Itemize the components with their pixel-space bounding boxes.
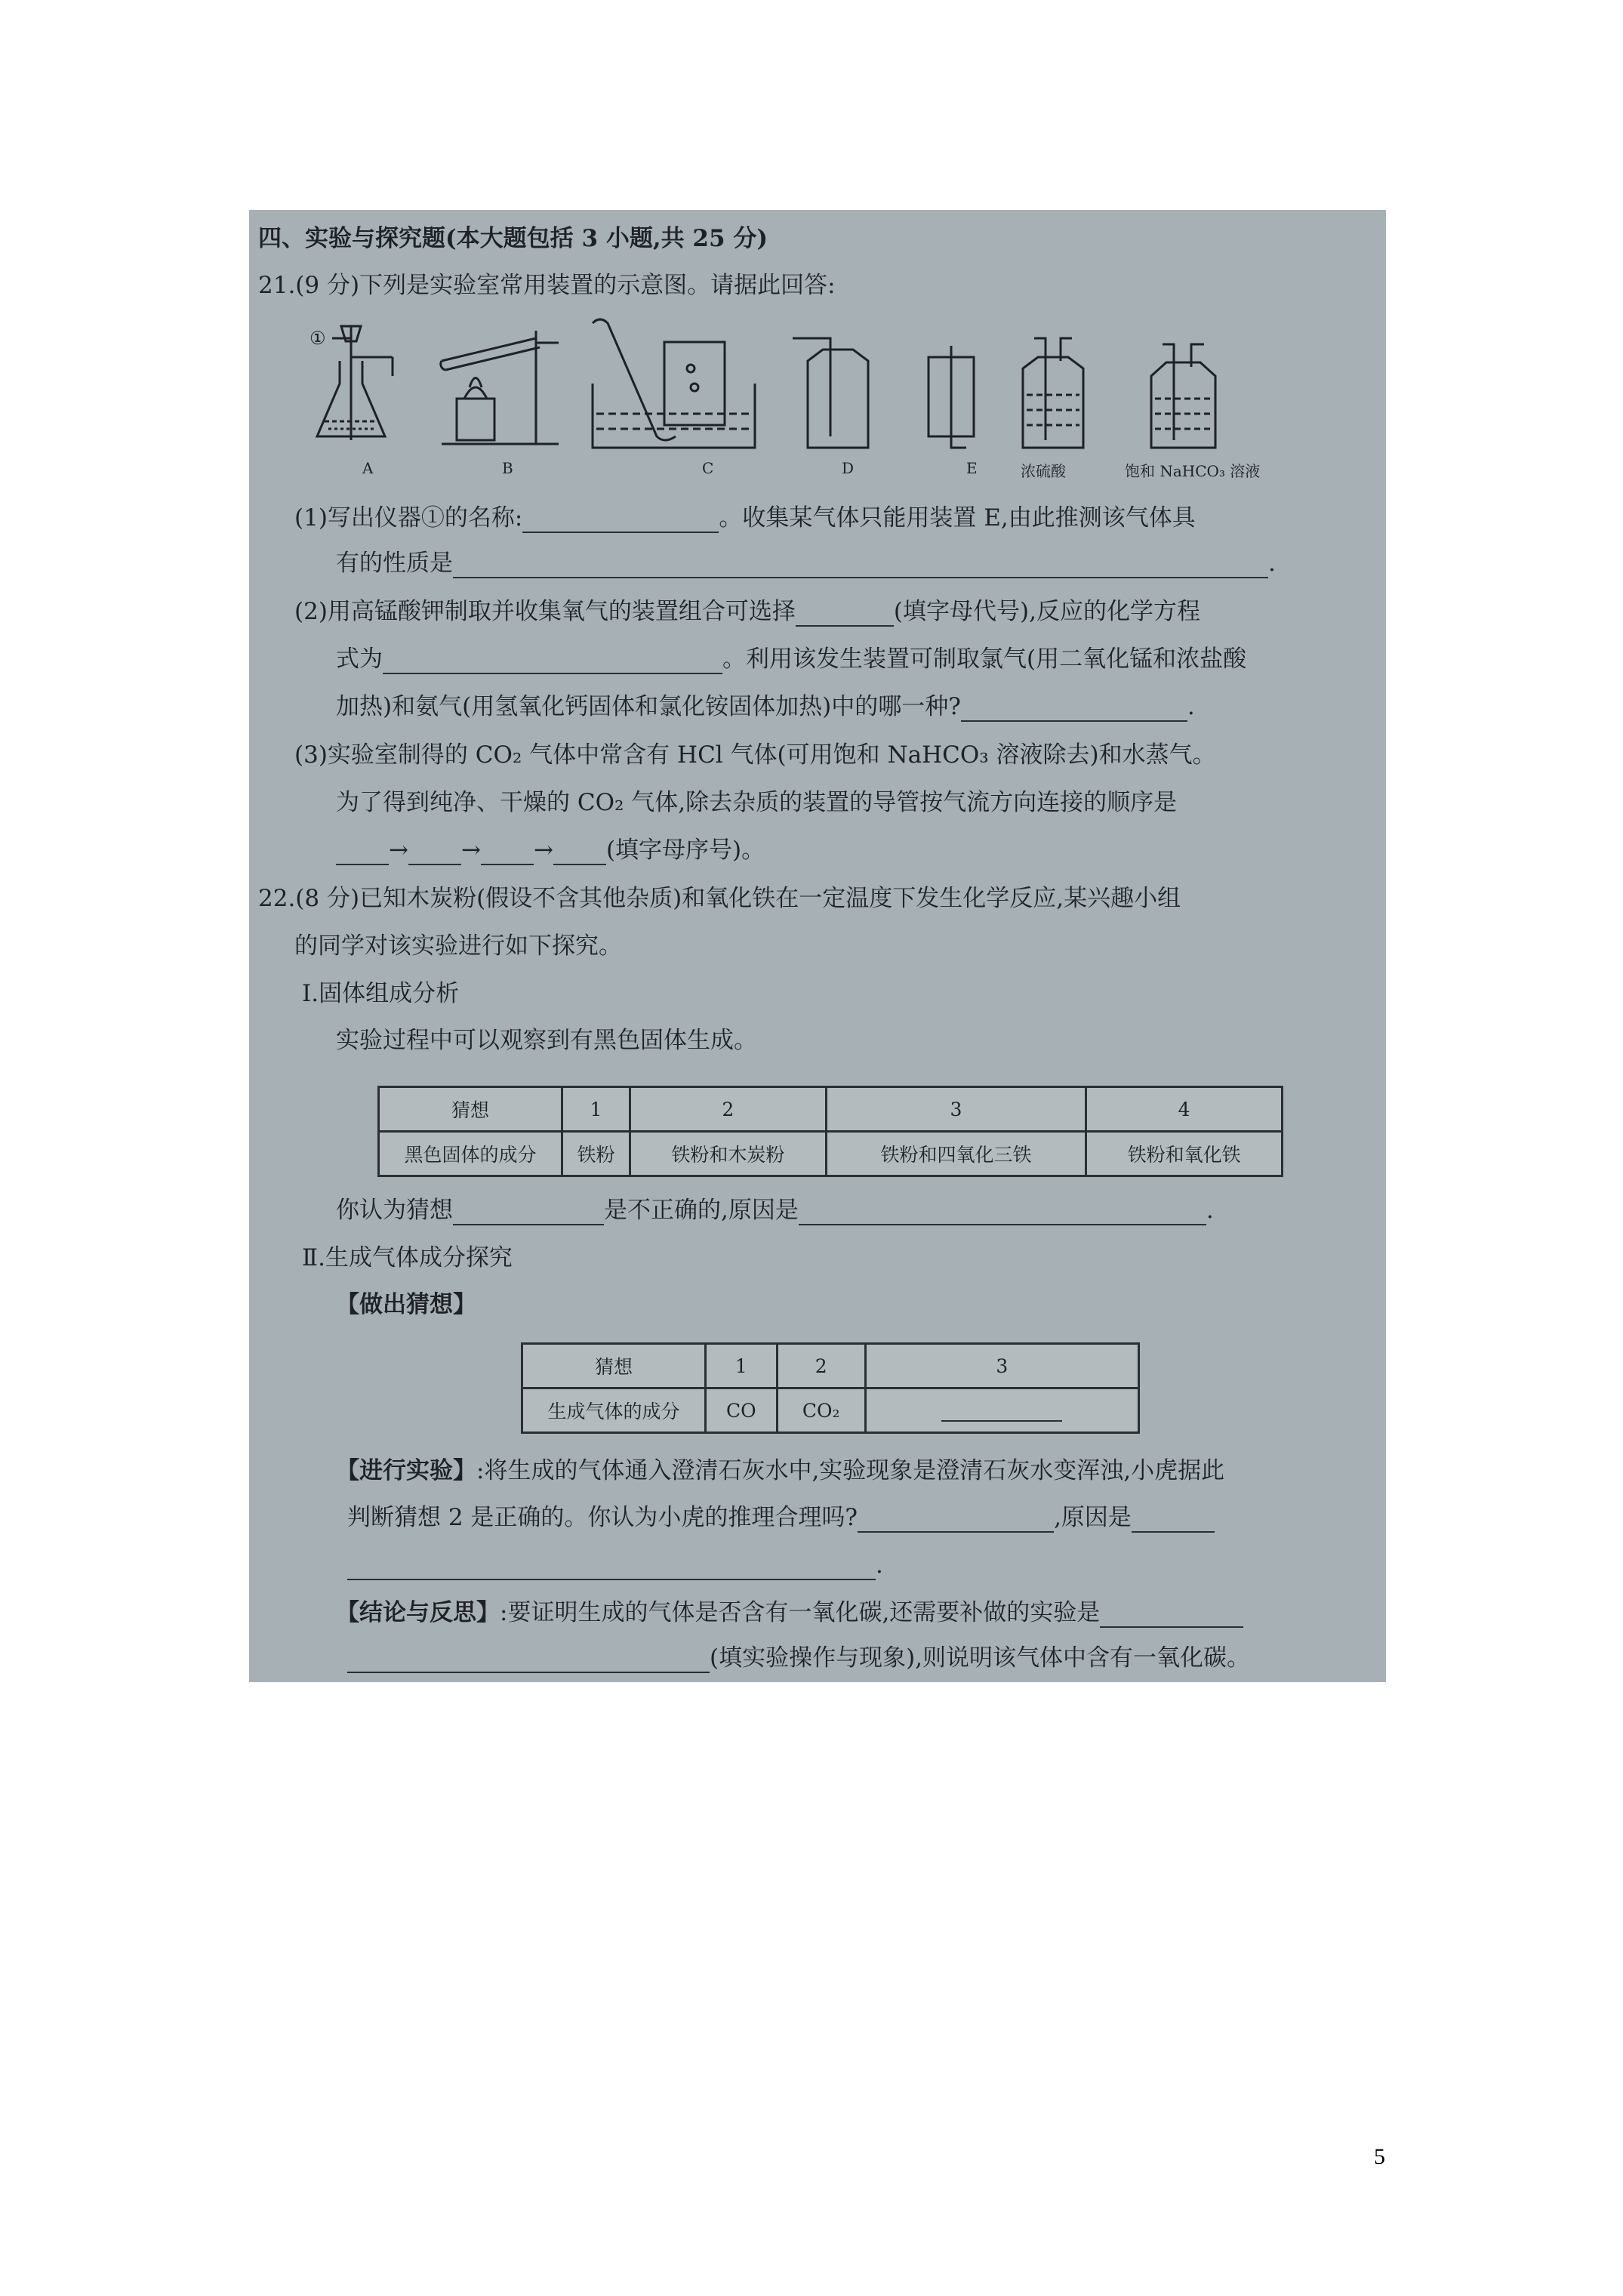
apparatus-wash-bottle-1 <box>1023 338 1083 448</box>
experiment-question-2: ,原因是 <box>1054 1504 1132 1531</box>
apparatus-a-flask <box>310 326 393 440</box>
experiment-question: 判断猜想 2 是正确的。你认为小虎的推理合理吗? <box>347 1504 858 1531</box>
q21-p3-blank-3[interactable] <box>481 841 534 865</box>
q21-p2-blank-2[interactable] <box>383 650 722 674</box>
scanned-exam-photo <box>249 210 1386 1682</box>
table-cell: 黑色固体的成分 <box>379 1132 562 1176</box>
conclusion-text: :要证明生成的气体是否含有一氧化碳,还需要补做的实验是 <box>500 1599 1101 1626</box>
q22-part1-text: 实验过程中可以观察到有黑色固体生成。 <box>336 1027 757 1054</box>
table-cell: CO <box>706 1388 778 1433</box>
apparatus-label-sulfuric-acid: 浓硫酸 <box>1021 462 1066 480</box>
q21-p1-text-a: (1)写出仪器①的名称: <box>294 504 523 532</box>
apparatus-label-a: A <box>362 459 374 477</box>
q22-exp-blank-1[interactable] <box>858 1509 1054 1533</box>
table-cell: 1 <box>562 1087 630 1132</box>
arrow-icon: → <box>460 837 481 864</box>
q22-experiment-line1 <box>336 1456 1224 1486</box>
q21-part2-line2 <box>336 644 1246 674</box>
q21-part2-line1 <box>294 596 1200 627</box>
conclusion-text-2: (填实验操作与现象),则说明该气体中含有一氧化碳。 <box>710 1644 1251 1672</box>
q21-p2-text-a: (2)用高锰酸钾制取并收集氧气的装置组合可选择 <box>294 598 796 625</box>
apparatus-label-nahco3: 饱和 NaHCO₃ 溶液 <box>1125 462 1261 480</box>
table-cell: 铁粉和木炭粉 <box>630 1132 826 1176</box>
table-cell: 铁粉 <box>562 1132 630 1176</box>
table-cell: 猜想 <box>522 1344 706 1388</box>
table-cell-blank[interactable] <box>865 1388 1138 1433</box>
table-cell: 铁粉和四氧化三铁 <box>826 1132 1086 1176</box>
q21-p2-text-d: 。利用该发生装置可制取氯气(用二氧化锰和浓盐酸 <box>722 646 1247 673</box>
q21-p2-text-b: (填字母代号),反应的化学方程 <box>893 598 1200 625</box>
gas-guess-3-blank[interactable] <box>941 1402 1062 1422</box>
q22-experiment-line2 <box>347 1502 1215 1533</box>
q21-part3-line1: (3)实验室制得的 CO₂ 气体中常含有 HCl 气体(可用饱和 NaHCO₃ 溶液除去)和水蒸气。 <box>294 741 1216 769</box>
arrow-icon: → <box>533 837 553 864</box>
apparatus-e-bottle <box>929 346 974 448</box>
q21-stem: 21.(9 分)下列是实验室常用装置的示意图。请据此回答: <box>258 272 836 299</box>
q22-stem-line2: 的同学对该实验进行如下探究。 <box>294 932 622 960</box>
q22-exp-blank-2[interactable] <box>1132 1509 1215 1533</box>
q22-part1-question <box>336 1195 1214 1225</box>
q21-p3-blank-1[interactable] <box>336 841 389 865</box>
table-cell: 2 <box>630 1087 826 1132</box>
table-cell: 铁粉和氧化铁 <box>1086 1132 1283 1176</box>
q21-p2-blank-1[interactable] <box>796 603 894 627</box>
table-cell: 生成气体的成分 <box>522 1388 706 1433</box>
table-cell: 4 <box>1086 1087 1283 1132</box>
circle-marker: ① <box>310 328 326 349</box>
q21-part3-line2: 为了得到纯净、干燥的 CO₂ 气体,除去杂质的装置的导管按气流方向连接的顺序是 <box>336 789 1178 816</box>
table-row <box>522 1388 1139 1433</box>
q21-part2-line3 <box>336 692 1195 722</box>
q22-guess-title: 【做出猜想】 <box>336 1291 476 1318</box>
q21-p2-text-e: 加热)和氨气(用氢氧化钙固体和氯化铵固体加热)中的哪一种? <box>336 693 961 720</box>
q21-p3-blank-4[interactable] <box>553 841 606 865</box>
q22-q-text-a: 你认为猜想 <box>336 1197 453 1224</box>
q22-q-blank-2[interactable] <box>799 1201 1206 1225</box>
q21-p3-text-c: (填字母序号)。 <box>605 837 765 864</box>
q21-p3-blank-2[interactable] <box>408 841 461 865</box>
apparatus-label-b: B <box>502 459 513 477</box>
table-row <box>522 1344 1139 1388</box>
q22-conclusion-line2 <box>347 1643 1250 1673</box>
gas-guess-table <box>521 1342 1140 1434</box>
table-row <box>379 1132 1283 1176</box>
q21-p1-end: . <box>1268 550 1276 577</box>
table-cell: 3 <box>826 1087 1086 1132</box>
apparatus-label-e: E <box>966 459 978 477</box>
q22-experiment-line3 <box>347 1550 883 1580</box>
apparatus-label-c: C <box>702 459 714 477</box>
solid-guess-table <box>377 1086 1283 1177</box>
q22-q-text-b: 是不正确的,原因是 <box>604 1197 799 1224</box>
experiment-end: . <box>876 1552 883 1579</box>
q21-p1-blank-1[interactable] <box>522 509 719 533</box>
conclusion-label: 【结论与反思】 <box>336 1599 500 1626</box>
apparatus-wash-bottle-2 <box>1151 344 1215 448</box>
table-cell: 2 <box>777 1344 865 1388</box>
q22-concl-blank-1[interactable] <box>1100 1604 1243 1628</box>
apparatus-b-heating-tube <box>441 331 559 444</box>
experiment-text: :将生成的气体通入澄清石灰水中,实验现象是澄清石灰水变浑浊,小虎据此 <box>476 1457 1225 1484</box>
section-heading: 四、实验与探究题(本大题包括 3 小题,共 25 分) <box>258 225 768 252</box>
q22-conclusion-line1 <box>336 1598 1243 1628</box>
q21-p2-text-c: 式为 <box>336 646 383 673</box>
q21-p1-blank-2[interactable] <box>453 554 1268 578</box>
arrow-icon: → <box>389 837 408 864</box>
apparatus-label-d: D <box>842 459 855 477</box>
q21-part1-line2 <box>336 548 1276 578</box>
q22-exp-blank-3[interactable] <box>347 1556 876 1580</box>
q22-q-blank-1[interactable] <box>453 1201 604 1225</box>
experiment-label: 【进行实验】 <box>336 1457 476 1484</box>
q22-concl-blank-2[interactable] <box>347 1649 710 1673</box>
table-cell: CO₂ <box>777 1388 865 1433</box>
q21-part1-line1 <box>294 503 1196 533</box>
q22-part1-title: Ⅰ.固体组成分析 <box>302 980 460 1007</box>
table-row <box>379 1087 1283 1132</box>
table-cell: 1 <box>706 1344 778 1388</box>
q22-part2-title: Ⅱ.生成气体成分探究 <box>302 1244 513 1271</box>
q21-p1-text-c: 有的性质是 <box>336 550 453 577</box>
apparatus-c-water-trough <box>593 319 755 448</box>
table-cell: 猜想 <box>379 1087 562 1132</box>
q22-stem-line1: 22.(8 分)已知木炭粉(假设不含其他杂质)和氧化铁在一定温度下发生化学反应,某兴趣小组 <box>258 885 1181 912</box>
q22-q-end: . <box>1206 1197 1214 1224</box>
q21-p1-text-b: 。收集某气体只能用装置 E,由此推测该气体具 <box>719 504 1196 532</box>
q21-p2-blank-3[interactable] <box>961 698 1187 722</box>
q21-part3-line3 <box>336 835 765 865</box>
page-number: 5 <box>1374 2144 1385 2169</box>
q21-p2-end: . <box>1187 693 1195 720</box>
table-cell: 3 <box>865 1344 1138 1388</box>
apparatus-d-bottle <box>793 338 868 448</box>
